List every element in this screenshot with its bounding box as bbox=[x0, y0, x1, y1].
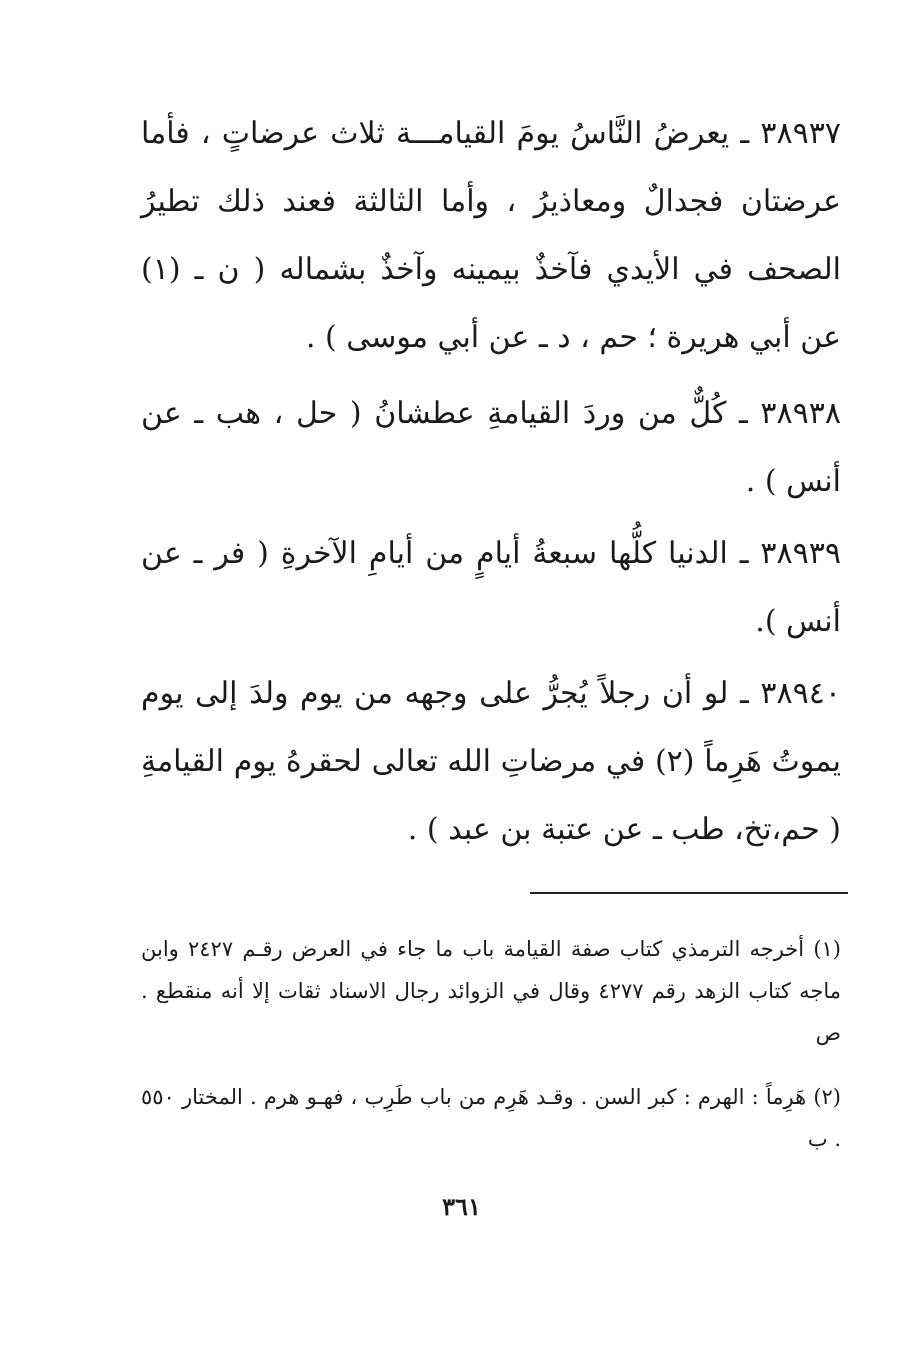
hadith-38939: ٣٨٩٣٩ ـ الدنيا كلُّها سبعةُ أيامٍ من أيامِ الآخرةِ ( فر ـ عن أنس ). bbox=[141, 536, 841, 639]
footnote-1: (١) أخرجه الترمذي كتاب صفة القيامة باب ما جاء في العرض رقـم ٢٤٢٧ وابن ماجه كتاب الزهد رقم ٤٢٧٧ وقال في الزوائد رجال الاسناد ثقات إلا أنه منقطع . ص bbox=[141, 937, 841, 1045]
hadith-38938: ٣٨٩٣٨ ـ كُلٌّ من وردَ القيامةِ عطشانُ ( حل ، هب ـ عن أنس ) . bbox=[141, 396, 841, 499]
hadith-38937: ٣٨٩٣٧ ـ يعرضُ النَّاسُ يومَ القيامـــة ثلاث عرضاتٍ ، فأما عرضتان فجدالٌ ومعاذيرُ ، وأما الثالثة فعند ذلك تطيرُ الصحف في الأيدي فآخذٌ بيمينه وآخذٌ بشماله ( ن ـ (١) عن أبي هريرة ؛ حم ، د ـ عن أبي موسى ) . bbox=[141, 116, 841, 355]
hadith-38940: ٣٨٩٤٠ ـ لو أن رجلاً يُجرُّ على وجهه من يوم ولدَ إلى يوم يموتُ هَرِماً (٢) في مرضاتِ الله تعالى لحقرهُ يوم القيامةِ ( حم،تخ، طب ـ عن عتبة بن عبد ) . bbox=[141, 676, 841, 847]
footnote-2: (٢) هَرِماً : الهرم : كبر السن . وقـد هَرِم من باب طَرِب ، فهـو هرم . المختار ٥٥٠ . ب bbox=[141, 1085, 841, 1151]
page-number: ٣٦١ bbox=[442, 1192, 481, 1221]
footnote-separator bbox=[530, 892, 848, 894]
